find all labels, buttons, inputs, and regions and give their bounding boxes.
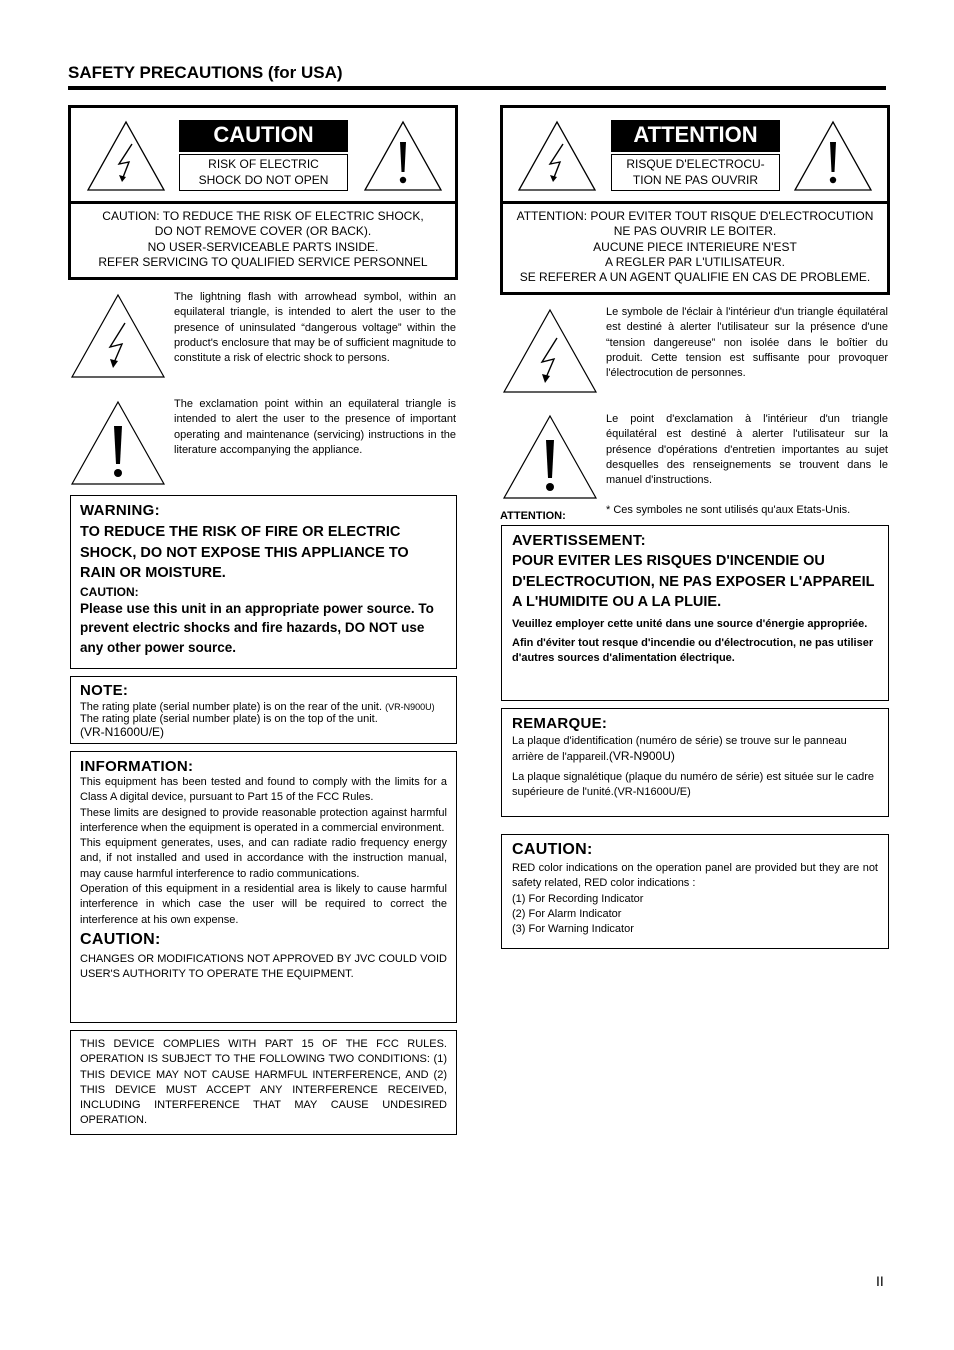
caution-text-line: CAUTION: TO REDUCE THE RISK OF ELECTRIC SHOCK,	[102, 209, 424, 223]
attention-caption: ATTENTION:	[500, 510, 566, 522]
caution-label-sub	[179, 154, 348, 191]
note-box	[70, 676, 457, 744]
information-p3: This equipment generates, uses, and can radiate radio frequency energy and, if not installed and used in accordance with the instruction manual, may cause harmful interference to radio communications.	[80, 837, 447, 880]
exclamation-symbol-text: The exclamation point within an equilateral triangle is intended to alert the user to the presence of important operating and maintenance (servicing) instructions in the literature accompanying the appliance.	[174, 398, 456, 456]
attention-sub-line2: TION NE PAS OUVRIR	[632, 173, 759, 187]
warning-box	[70, 495, 457, 669]
lightning-warning-icon	[86, 120, 166, 192]
attention-label-heading: ATTENTION	[611, 120, 780, 152]
fcc-text: THIS DEVICE COMPLIES WITH PART 15 OF THE FCC RULES. OPERATION IS SUBJECT TO THE FOLLOWING TWO CONDITIONS: (1) THIS DEVICE MAY NOT CAUSE HARMFUL INTERFERENCE, AND (2) THIS DEVICE MUST ACCEPT ANY INTERFERENCE RECEIVED, INCLUDING INTERFERENCE THAT MAY CAUSE UNDESIRED OPERATION.	[80, 1038, 447, 1127]
attention-text-line: AUCUNE PIECE INTERIEURE N'EST	[593, 239, 797, 254]
page-title: SAFETY PRECAUTIONS (for USA)	[68, 63, 343, 82]
avertissement-box	[501, 525, 889, 701]
symbols-note: * Ces symboles ne sont utilisés qu'aux Etats-Unis.	[606, 504, 851, 516]
caution-label-heading: CAUTION	[179, 120, 348, 152]
fcc-box	[70, 1030, 457, 1135]
remarque-line2-model: (VR-N1600U/E)	[613, 785, 691, 798]
warning-caution-body: Please use this unit in an appropriate power source. To prevent electric shocks and fire hazards, DO NOT use any other power source.	[80, 600, 434, 655]
lightning-symbol-icon	[70, 293, 166, 379]
exclamation-symbol-icon	[502, 414, 598, 500]
attention-text-line: SE REFERER A UN AGENT QUALIFIE EN CAS DE PROBLEME.	[519, 270, 871, 285]
remarque-line1-model: (VR-N900U)	[608, 749, 675, 764]
remarque-heading: REMARQUE:	[512, 715, 608, 732]
avertissement-line2: Afin d'éviter tout resque d'incendie ou d'électrocution, ne pas utiliser d'autres sources d'alimentation électrique.	[512, 636, 874, 664]
avertissement-body: POUR EVITER LES RISQUES D'INCENDIE OU D'ELECTROCUTION, NE PAS EXPOSER L'APPAREIL A L'HUMIDITE OU A LA PLUIE.	[512, 553, 875, 610]
caution-red-item: (1) For Recording Indicator	[512, 892, 644, 905]
remarque-line2	[512, 770, 878, 801]
caution-red-heading: CAUTION:	[512, 841, 593, 858]
information-p1: This equipment has been tested and found to comply with the limits for a Class A digital device, pursuant to Part 15 of the FCC Rules.	[80, 776, 447, 804]
attention-text-line: NE PAS OUVRIR LE BOITER.	[613, 224, 777, 239]
attention-label-text	[503, 209, 887, 285]
exclamation-warning-icon	[793, 120, 873, 192]
attention-label-sub	[611, 154, 780, 191]
warning-body: TO REDUCE THE RISK OF FIRE OR ELECTRIC SHOCK, DO NOT EXPOSE THIS APPLIANCE TO RAIN OR MOISTURE.	[80, 524, 409, 581]
caution-red-item: (2) For Alarm Indicator	[512, 907, 622, 920]
caution-label-text	[71, 209, 455, 270]
exclamation-symbol-icon	[70, 400, 166, 486]
lightning-symbol-text-fr: Le symbole de l'éclair à l'intérieur d'un triangle équilatéral est destiné à alerter l'utilisateur sur la présence d'une “tension dangereuse” non isolée dans le boîtier du produit. Cette tension est suffisante pour provoquer l'électrocution de personnes.	[606, 306, 888, 380]
information-caution-heading: CAUTION:	[80, 930, 161, 948]
attention-text-line: ATTENTION: POUR EVITER TOUT RISQUE D'ELECTROCUTION	[516, 209, 874, 223]
remarque-box	[501, 708, 889, 817]
title-rule	[68, 86, 886, 90]
caution-label	[68, 105, 458, 280]
caution-sub-line2: SHOCK DO NOT OPEN	[198, 173, 329, 187]
page-number: II	[876, 1273, 884, 1289]
lightning-warning-icon	[517, 120, 597, 192]
information-caution-body: CHANGES OR MODIFICATIONS NOT APPROVED BY JVC COULD VOID USER'S AUTHORITY TO OPERATE THE EQUIPMENT.	[80, 952, 447, 981]
avertissement-line1: Veuillez employer cette unité dans une source d'énergie appropriée.	[512, 617, 868, 630]
note-line1-text: The rating plate (serial number plate) is on the rear of the unit.	[80, 701, 383, 713]
caution-text-line: DO NOT REMOVE COVER (OR BACK).	[154, 224, 372, 239]
caution-red-item: (3) For Warning Indicator	[512, 923, 634, 936]
lightning-symbol-icon	[502, 308, 598, 394]
note-line2-model: (VR-N1600U/E)	[80, 725, 165, 739]
exclamation-symbol-text-fr: Le point d'exclamation à l'intérieur d'un triangle équilatéral est destiné à alerter l'utilisateur sur la présence d'opérations d'entretien importantes au sujet desquelles des renseignements se trouvent dans le manuel d'instructions.	[606, 413, 888, 487]
remarque-line1	[512, 734, 878, 766]
information-p4: Operation of this equipment in a residential area is likely to cause harmful interference in which case the user will be required to correct the interference at his own expense.	[80, 883, 447, 926]
note-line2: The rating plate (serial number plate) is on the top of the unit.	[80, 713, 378, 725]
note-line1-model: (VR-N900U)	[385, 702, 435, 712]
warning-heading: WARNING:	[80, 502, 160, 519]
attention-sub-line1: RISQUE D'ELECTROCU-	[626, 157, 765, 171]
attention-label	[500, 105, 890, 295]
caution-text-line: REFER SERVICING TO QUALIFIED SERVICE PERSONNEL	[98, 254, 428, 269]
caution-text-line: NO USER-SERVICEABLE PARTS INSIDE.	[147, 239, 379, 254]
caution-red-intro: RED color indications on the operation panel are provided but they are not safety related, RED color indications :	[512, 862, 878, 890]
attention-text-line: A REGLER PAR L'UTILISATEUR.	[605, 254, 785, 269]
warning-caution-heading: CAUTION:	[80, 584, 139, 599]
information-heading: INFORMATION:	[80, 758, 194, 775]
caution-sub-line1: RISK OF ELECTRIC	[208, 157, 319, 171]
remarque-line2-text: La plaque signalétique (plaque du numéro de série) est située sur le cadre supérieure de l'unité.	[512, 770, 875, 798]
note-heading: NOTE:	[80, 682, 129, 699]
lightning-symbol-text: The lightning flash with arrowhead symbol, within an equilateral triangle, is intended to alert the user to the presence of uninsulated “dangerous voltage” within the product's enclosure that may be of sufficient magnitude to constitute a risk of electric shock to persons.	[174, 291, 456, 365]
information-box	[70, 751, 457, 1023]
information-p2: These limits are designed to provide reasonable protection against harmful interference when the equipment is operated in a commercial environment.	[80, 806, 447, 834]
caution-red-box	[501, 834, 889, 949]
remarque-line1-text: La plaque d'identification (numéro de série) se trouve sur le panneau arrière de l'appareil.	[512, 735, 847, 764]
avertissement-heading: AVERTISSEMENT:	[512, 532, 646, 549]
exclamation-warning-icon	[363, 120, 443, 192]
note-line1	[80, 701, 447, 713]
